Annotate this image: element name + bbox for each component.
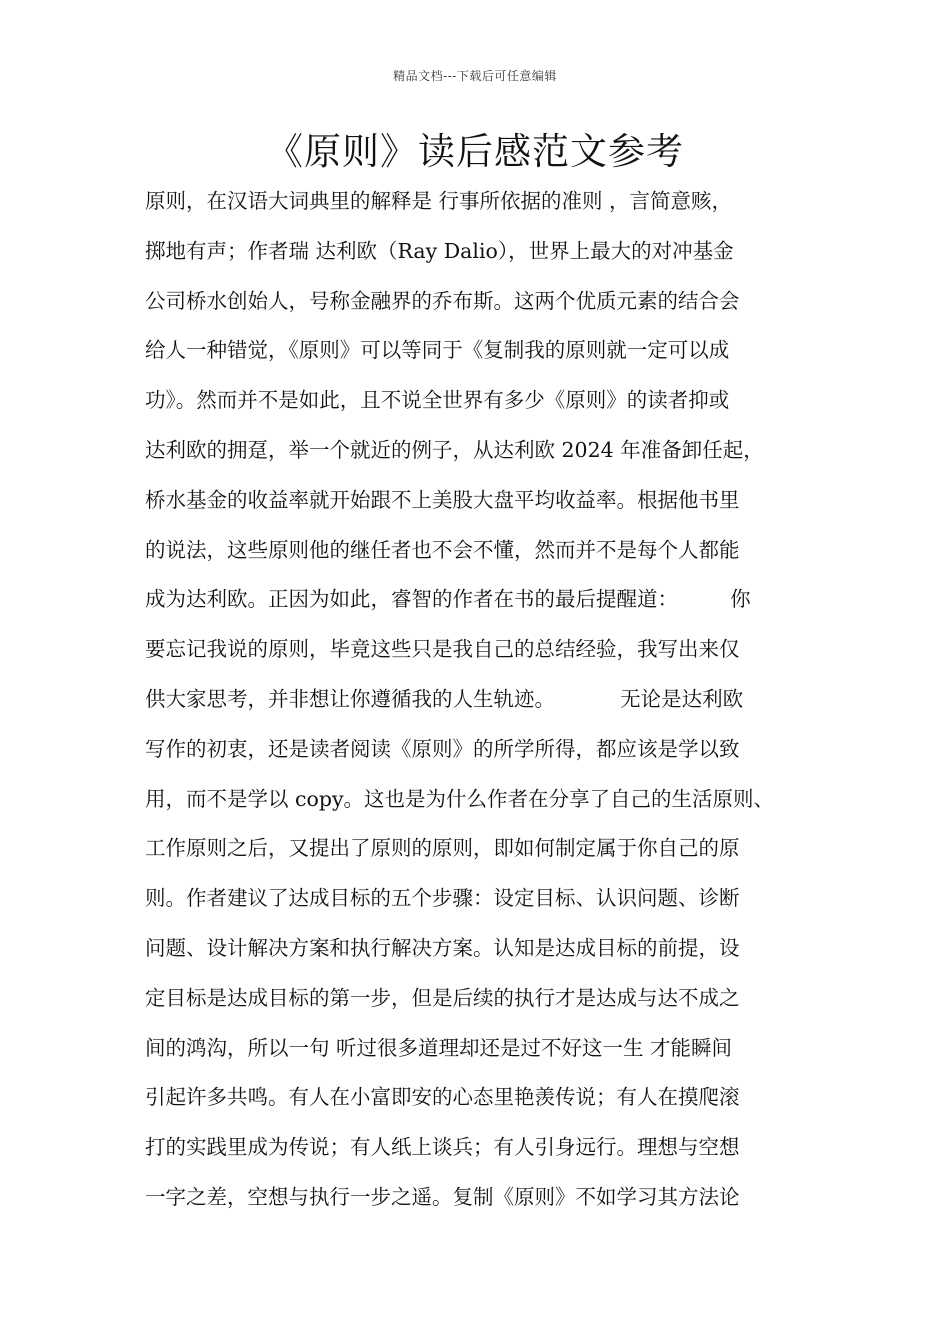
body-line: 原则，在汉语大词典里的解释是 行事所依据的准则 ，言简意赅，	[145, 189, 733, 213]
document-body	[145, 181, 825, 1227]
body-line: 公司桥水创始人，号称金融界的乔布斯。这两个优质元素的结合会	[145, 288, 740, 313]
body-line: 的说法，这些原则他的继任者也不会不懂，然而并不是每个人都能	[145, 537, 740, 562]
body-line: 供大家思考，并非想让你遵循我的人生轨迹。 无论是达利欧	[145, 686, 744, 711]
body-line: 打的实践里成为传说；有人纸上谈兵；有人引身远行。理想与空想	[145, 1135, 740, 1160]
body-line: 写作的初衷，还是读者阅读《原则》的所学所得，都应该是学以致	[145, 736, 740, 761]
body-line: 要忘记我说的原则，毕竟这些只是我自己的总结经验，我写出来仅	[145, 637, 740, 662]
body-line: 功》。然而并不是如此，且不说全世界有多少《原则》的读者抑或	[145, 388, 730, 413]
document-title: 《原则》读后感范文参考	[266, 130, 684, 173]
body-line: 定目标是达成目标的第一步，但是后续的执行才是达成与达不成之	[145, 985, 740, 1010]
body-line: 成为达利欧。正因为如此，睿智的作者在书的最后提醒道： 你	[145, 587, 751, 612]
body-line: 桥水基金的收益率就开始跟不上美股大盘平均收益率。根据他书里	[145, 487, 740, 512]
body-line: 引起许多共鸣。有人在小富即安的心态里艳羡传说；有人在摸爬滚	[145, 1085, 740, 1110]
body-line: 工作原则之后，又提出了原则的原则，即如何制定属于你自己的原	[145, 836, 740, 861]
body-line: 则。作者建议了达成目标的五个步骤：设定目标、认识问题、诊断	[145, 886, 740, 911]
body-line: 间的鸿沟，所以一句 听过很多道理却还是过不好这一生 才能瞬间	[145, 1035, 733, 1060]
body-line: 问题、设计解决方案和执行解决方案。认知是达成目标的前提，设	[145, 935, 740, 960]
body-line: 用，而不是学以 copy。这也是为什么作者在分享了自己的生活原则、	[145, 786, 775, 811]
body-line: 一字之差，空想与执行一步之遥。复制《原则》不如学习其方法论	[145, 1184, 740, 1209]
body-line: 给人一种错觉，《原则》可以等同于《复制我的原则就一定可以成	[145, 338, 730, 363]
header-note: 精品文档---下载后可任意编辑	[393, 69, 557, 83]
body-line: 掷地有声；作者瑞 达利欧（Ray Dalio），世界上最大的对冲基金	[145, 238, 734, 263]
body-line: 达利欧的拥趸，举一个就近的例子，从达利欧 2024 年准备卸任起，	[145, 437, 764, 462]
